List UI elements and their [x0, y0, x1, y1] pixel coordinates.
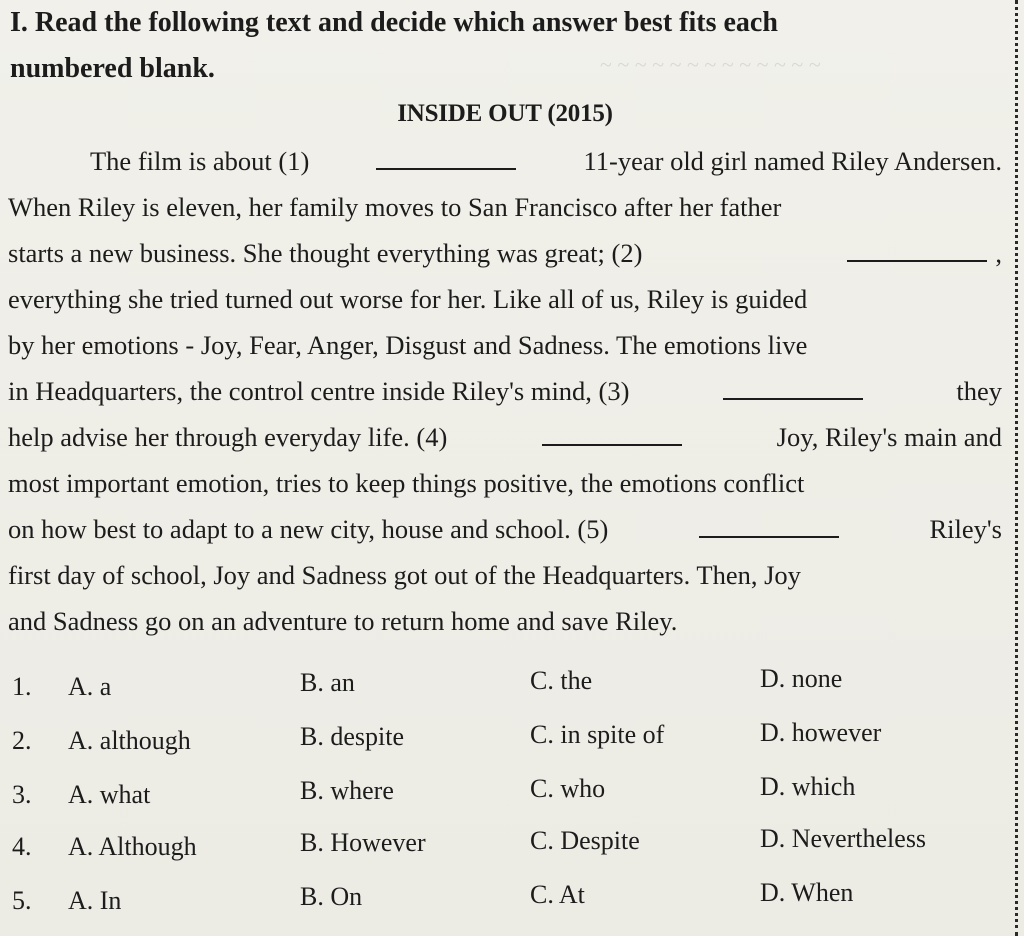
option-a[interactable]: A. Although	[68, 832, 197, 861]
passage-text: in Headquarters, the control centre inside Riley's mind, (3)	[8, 376, 630, 406]
option-a[interactable]: A. a	[68, 672, 112, 701]
question-row	[0, 772, 1010, 830]
passage-line	[8, 192, 1002, 223]
option-d[interactable]: D. When	[760, 878, 854, 907]
answer-blank-4[interactable]	[542, 443, 682, 446]
answer-blank-1[interactable]	[376, 167, 516, 170]
answer-blank-2[interactable]	[847, 259, 987, 262]
passage-text: The film is about (1)	[90, 146, 310, 176]
instructions-heading	[10, 0, 1000, 92]
option-d[interactable]: D. which	[760, 772, 856, 801]
passage-line	[8, 606, 1002, 637]
option-c[interactable]: C. the	[530, 666, 593, 695]
option-a[interactable]: A. although	[68, 726, 191, 755]
option-d[interactable]: D. none	[760, 664, 843, 693]
option-a[interactable]: A. In	[68, 886, 122, 915]
passage-line	[8, 514, 1002, 545]
passage-line	[8, 238, 1002, 269]
passage-text: Riley's	[929, 514, 1002, 544]
passage-text: most important emotion, tries to keep things positive, the emotions conflict	[8, 468, 805, 498]
passage-line	[8, 468, 1002, 499]
passage-text: they	[956, 376, 1002, 406]
option-b[interactable]: B. despite	[300, 722, 404, 751]
passage-text: ,	[995, 238, 1002, 268]
question-number: 3.	[12, 780, 32, 809]
option-c[interactable]: C. At	[530, 880, 585, 909]
passage-text: on how best to adapt to a new city, house and school. (5)	[8, 514, 609, 544]
option-a[interactable]: A. what	[68, 780, 151, 809]
passage-line	[8, 284, 1002, 315]
passage-line	[8, 560, 1002, 591]
question-number: 5.	[12, 886, 32, 915]
passage-title: INSIDE OUT (2015)	[397, 100, 613, 127]
option-b[interactable]: B. where	[300, 776, 394, 805]
question-row	[0, 664, 1010, 722]
passage-text: When Riley is eleven, her family moves to San Francisco after her father	[8, 192, 782, 222]
passage-text: help advise her through everyday life. (4)	[8, 422, 448, 452]
option-c[interactable]: C. who	[530, 774, 606, 803]
answer-blank-3[interactable]	[723, 397, 863, 400]
passage-line	[8, 330, 1002, 361]
passage-line	[8, 376, 1002, 407]
bleed-through-text: ~ ~ ~ ~ ~ ~ ~ ~ ~ ~ ~ ~ ~	[600, 52, 821, 77]
page-edge-dots	[1015, 0, 1018, 936]
passage-text: first day of school, Joy and Sadness got out of the Headquarters. Then, Joy	[8, 560, 801, 590]
passage-text: Joy, Riley's main and	[776, 422, 1002, 452]
question-number: 2.	[12, 726, 32, 755]
option-c[interactable]: C. in spite of	[530, 720, 665, 749]
passage-line	[8, 422, 1002, 453]
answer-blank-5[interactable]	[699, 535, 839, 538]
option-b[interactable]: B. an	[300, 668, 355, 697]
passage-text: and Sadness go on an adventure to return home and save Riley.	[8, 606, 678, 636]
instructions-line-1: I. Read the following text and decide which answer best fits each	[10, 7, 778, 38]
passage-text: 11-year old girl named Riley Andersen.	[583, 146, 1002, 176]
option-c[interactable]: C. Despite	[530, 826, 640, 855]
question-number: 4.	[12, 832, 32, 861]
option-b[interactable]: B. However	[300, 828, 426, 857]
passage-text: starts a new business. She thought everything was great; (2)	[8, 238, 643, 268]
option-b[interactable]: B. On	[300, 882, 363, 911]
instructions-line-2: numbered blank.	[10, 53, 215, 84]
option-d[interactable]: D. however	[760, 718, 882, 747]
question-row	[0, 824, 1010, 882]
passage-text: by her emotions - Joy, Fear, Anger, Disgust and Sadness. The emotions live	[8, 330, 808, 360]
question-row	[0, 878, 1010, 936]
question-row	[0, 718, 1010, 776]
question-number: 1.	[12, 672, 32, 701]
passage-line	[90, 146, 1002, 177]
passage-text: everything she tried turned out worse for her. Like all of us, Riley is guided	[8, 284, 808, 314]
option-d[interactable]: D. Nevertheless	[760, 824, 927, 853]
